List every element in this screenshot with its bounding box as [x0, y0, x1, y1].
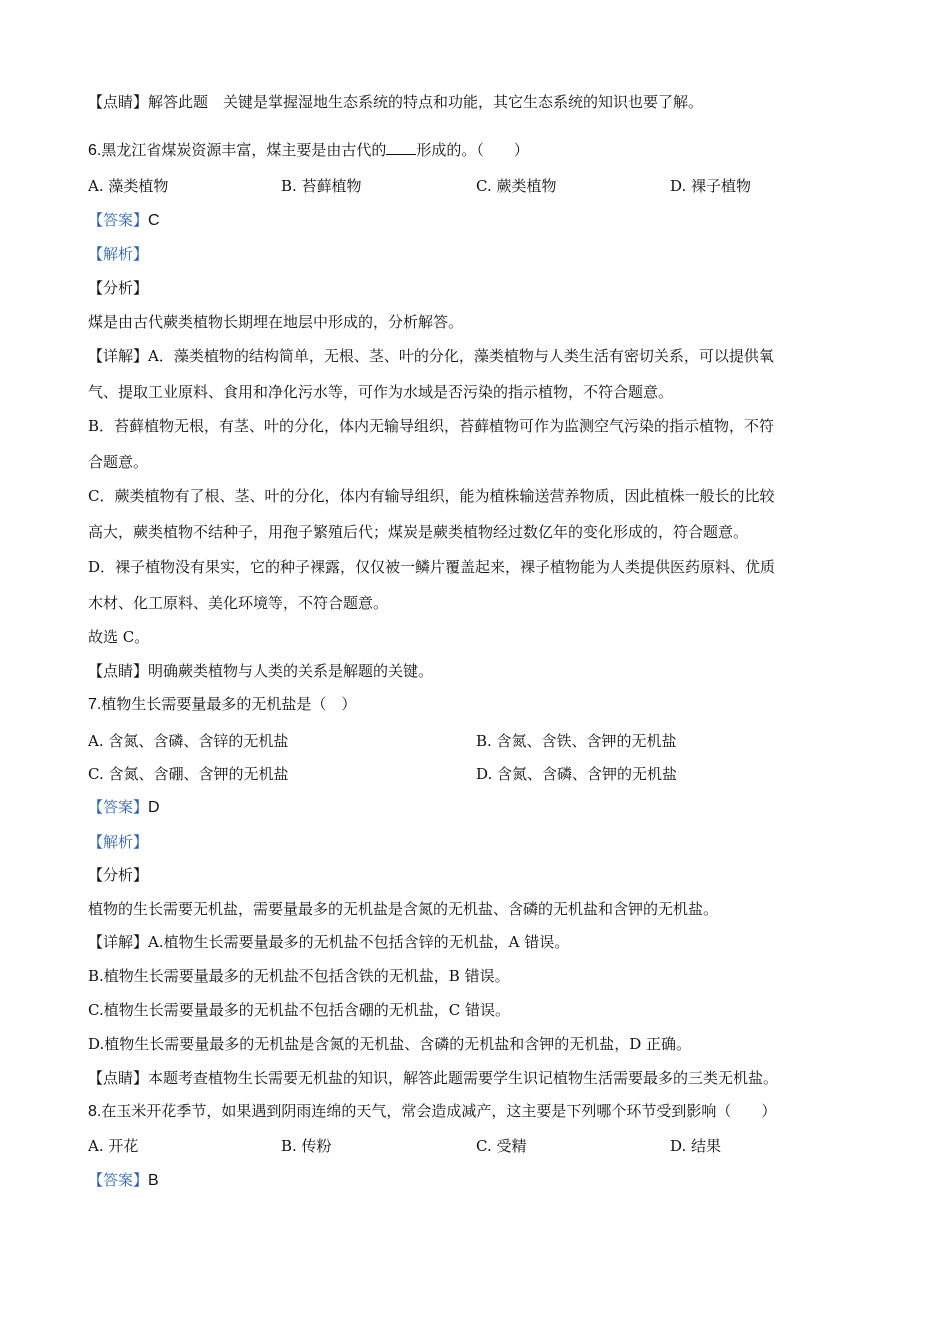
- answer-value: C: [148, 212, 160, 229]
- q7-option-b: B. 含氮、含铁、含钾的无机盐: [476, 732, 677, 750]
- q6-detail-line: 故选 C。: [88, 628, 150, 646]
- q7-dianjing: [88, 1068, 778, 1088]
- q6-analysis-label: 【解析】: [88, 245, 149, 263]
- q8-option-a: A. 开花: [88, 1137, 139, 1155]
- stem-text: 植物生长需要量最多的无机盐是（ ）: [101, 695, 357, 713]
- detail-text: A．藻类植物的结构简单，无根、茎、叶的分化，藻类植物与人类生活有密切关系，可以提供氧: [148, 347, 774, 365]
- q6-detail-line: D．裸子植物没有果实，它的种子裸露，仅仅被一鳞片覆盖起来，裸子植物能为人类提供医药原料、优质: [88, 558, 776, 576]
- q6-detail-line: C．蕨类植物有了根、茎、叶的分化，体内有输导组织，能为植株输送营养物质，因此植株一般长的比较: [88, 487, 775, 505]
- q8-option-c: C. 受精: [476, 1137, 527, 1155]
- q7-option-d: D. 含氮、含磷、含钾的无机盐: [476, 765, 678, 783]
- q6-answer: [88, 210, 160, 231]
- q7-option-c: C. 含氮、含硼、含钾的无机盐: [88, 765, 289, 783]
- q7-fenxi-text: 植物的生长需要无机盐，需要量最多的无机盐是含氮的无机盐、含磷的无机盐和含钾的无机盐。: [88, 900, 719, 918]
- q7-answer: [88, 797, 160, 818]
- q6-detail-line: B．苔藓植物无根，有茎、叶的分化，体内无输导组织，苔藓植物可作为监测空气污染的指示植物，不符: [88, 417, 775, 435]
- q6-detail-line: 合题意。: [88, 453, 149, 471]
- q6-option-b: B. 苔藓植物: [281, 177, 362, 195]
- q8-option-d: D. 结果: [670, 1137, 722, 1155]
- question-number: 8.: [88, 1103, 102, 1120]
- q8-answer: [88, 1170, 159, 1191]
- detail-label: 【详解】: [88, 933, 149, 951]
- dianjing-label: 【点睛】: [88, 93, 149, 111]
- dianjing-label: 【点睛】: [88, 1069, 149, 1087]
- answer-label: 【答案】: [88, 1171, 149, 1189]
- answer-value: B: [148, 1172, 159, 1189]
- dianjing-text: 本题考查植物生长需要无机盐的知识，解答此题需要学生识记植物生活需要最多的三类无机盐。: [148, 1069, 779, 1087]
- q5-dianjing: [88, 92, 703, 112]
- stem-before: 黑龙江省煤炭资源丰富，煤主要是由古代的: [101, 141, 387, 159]
- q7-analysis-label: 【解析】: [88, 833, 149, 851]
- detail-label: 【详解】: [88, 347, 149, 365]
- stem-text: 在玉米开花季节，如果遇到阴雨连绵的天气，常会造成减产，这主要是下列哪个环节受到影响（ ）: [101, 1102, 777, 1120]
- q8-option-b: B. 传粉: [281, 1137, 332, 1155]
- q7-detail-line: D.植物生长需要量最多的无机盐是含氮的无机盐、含磷的无机盐和含钾的无机盐，D 正确。: [88, 1035, 692, 1053]
- q7-detail-line: C.植物生长需要量最多的无机盐不包括含硼的无机盐，C 错误。: [88, 1001, 510, 1019]
- q6-detail-line: 气、提取工业原料、食用和净化污水等，可作为水域是否污染的指示植物，不符合题意。: [88, 383, 674, 401]
- q7-option-a: A. 含氮、含磷、含锌的无机盐: [88, 732, 289, 750]
- dianjing-label: 【点睛】: [88, 662, 149, 680]
- q6-detail-line: 木材、化工原料、美化环境等，不符合题意。: [88, 594, 389, 612]
- dianjing-text: 明确蕨类植物与人类的关系是解题的关键。: [148, 662, 434, 680]
- q7-detail-line: B.植物生长需要量最多的无机盐不包括含铁的无机盐，B 错误。: [88, 967, 510, 985]
- q6-option-d: D. 裸子植物: [670, 177, 752, 195]
- q6-fenxi-text: 煤是由古代蕨类植物长期埋在地层中形成的，分析解答。: [88, 313, 464, 331]
- q6-dianjing: [88, 661, 433, 681]
- answer-value: D: [148, 799, 160, 816]
- q7-stem: [88, 694, 356, 715]
- stem-after: 形成的。（ ）: [416, 141, 529, 159]
- answer-blank: [386, 140, 416, 155]
- q6-option-a: A. 藻类植物: [88, 177, 169, 195]
- q7-fenxi-label: 【分析】: [88, 866, 149, 884]
- question-number: 6.: [88, 142, 102, 159]
- answer-label: 【答案】: [88, 798, 149, 816]
- q6-fenxi-label: 【分析】: [88, 279, 149, 297]
- answer-label: 【答案】: [88, 211, 149, 229]
- q7-detail-line: [88, 932, 569, 952]
- q6-detail-line: 高大，蕨类植物不结种子，用孢子繁殖后代；煤炭是蕨类植物经过数亿年的变化形成的，符合题意。: [88, 523, 749, 541]
- question-number: 7.: [88, 696, 102, 713]
- q6-stem: [88, 140, 529, 161]
- q6-option-c: C. 蕨类植物: [476, 177, 557, 195]
- q8-stem: [88, 1101, 776, 1122]
- q6-detail-line: [88, 346, 774, 366]
- dianjing-text: 解答此题 关键是掌握湿地生态系统的特点和功能，其它生态系统的知识也要了解。: [148, 93, 704, 111]
- detail-text: A.植物生长需要量最多的无机盐不包括含锌的无机盐，A 错误。: [148, 933, 570, 951]
